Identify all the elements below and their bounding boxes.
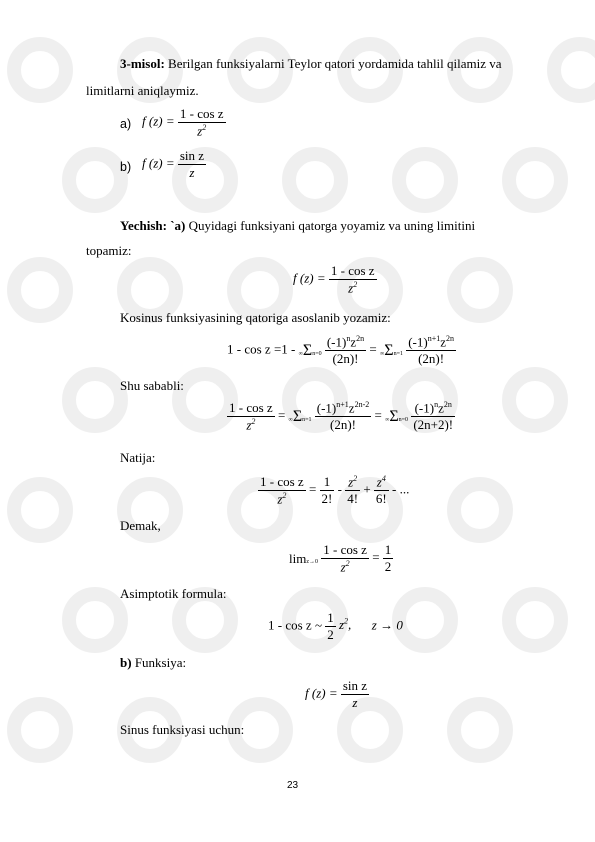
plus-sign: +	[363, 481, 371, 497]
f-of-z: f (z) =	[142, 113, 175, 129]
half-den: 2	[327, 627, 334, 642]
item-b-formula	[142, 148, 206, 181]
f-of-z: f (z) =	[293, 270, 326, 286]
equals-sign: =1 -	[273, 341, 296, 357]
equals-sign: =	[369, 341, 377, 357]
term-1	[320, 474, 335, 507]
denominator: (2n)!	[332, 351, 359, 367]
problem-line-2: limitlarni aniqlaymiz.	[86, 83, 199, 98]
tilde: ~	[314, 617, 322, 633]
numerator: 1 - cos z	[330, 263, 375, 278]
solution-line-2: topamiz:	[86, 243, 132, 258]
fraction	[178, 148, 206, 181]
result-label: Natija:	[120, 450, 156, 465]
term-2-den: 4!	[347, 491, 359, 507]
numerator: $(-1)^{n+1}z^{2n}$	[408, 334, 454, 350]
denominator: $z^2$	[277, 491, 287, 507]
series-tail: - ...	[392, 481, 410, 497]
series-fraction	[411, 400, 455, 433]
fraction	[341, 678, 369, 711]
item-a-label: a)	[120, 117, 132, 131]
term-2-num: $z^2$	[345, 474, 360, 491]
solution-sub-label: `a)	[166, 218, 186, 233]
equals-sign: =	[374, 407, 382, 423]
half-num: 1	[384, 542, 392, 558]
denominator: (2n)!	[330, 417, 356, 433]
half-den: 2	[384, 559, 392, 575]
fraction	[329, 263, 377, 296]
result-series-formula	[258, 474, 409, 507]
item-b-label: b)	[120, 160, 132, 174]
series-fraction	[315, 400, 371, 433]
lim-subscript: z→0	[306, 558, 319, 565]
solution-text: Quyidagi funksiyani qatorga yoyamiz va uning limitini	[185, 218, 476, 233]
fraction	[321, 542, 369, 575]
problem-text: Berilgan funksiyalarni Teylor qatori yordamida tahlil qilamiz va	[164, 56, 502, 71]
term-1-den: 2!	[321, 491, 333, 507]
denominator: (2n+2)!	[413, 417, 454, 433]
numerator: sin z	[342, 678, 368, 693]
problem-label: 3-misol:	[120, 56, 165, 71]
f-of-z: f (z) =	[305, 685, 338, 701]
cos-series-formula	[227, 334, 456, 367]
main-function-formula	[293, 263, 377, 296]
term-2	[345, 474, 360, 507]
arrow-condition: z → 0	[371, 617, 403, 633]
cos-series-intro: Kosinus funksiyasining qatoriga asoslanib yozamiz:	[120, 310, 391, 325]
sum-symbol: ∞Σn=1	[379, 341, 403, 359]
numerator: 1 - cos z	[229, 400, 273, 415]
solution-label: Yechish:	[120, 218, 167, 233]
term-3	[374, 474, 389, 507]
fraction	[258, 474, 306, 507]
term-3-var: z	[376, 474, 382, 490]
half-num: 1	[327, 610, 334, 625]
asymptotic-label: Asimptotik formula:	[120, 586, 227, 601]
page-number: 23	[287, 780, 299, 791]
denominator: z	[189, 165, 195, 180]
asymptotic-formula	[268, 610, 403, 643]
denominator: z	[352, 695, 358, 710]
lhs: 1 - cos z	[268, 617, 312, 633]
therefore-label: Shu sababli:	[120, 378, 184, 393]
denominator: $z^2$	[340, 559, 350, 575]
solution-line-1	[120, 218, 475, 233]
sin-function-formula	[305, 678, 369, 711]
item-a-formula	[142, 106, 226, 139]
half	[383, 542, 394, 575]
lhs: 1 - cos z	[227, 341, 271, 357]
series-fraction	[406, 334, 456, 367]
numerator: 1 - cos z	[323, 542, 367, 557]
numerator: sin z	[179, 148, 205, 163]
term-3-num: $z^4$	[374, 474, 389, 491]
sum-symbol: ∞Σn=1	[288, 407, 312, 425]
f-of-z: f (z) =	[142, 155, 175, 171]
fraction	[227, 400, 275, 433]
fraction	[178, 106, 226, 139]
minus-sign: -	[337, 481, 342, 497]
sum-symbol: ∞Σn=0	[298, 341, 322, 359]
equals-sign: =	[308, 481, 317, 497]
sin-intro: Sinus funksiyasi uchun:	[120, 722, 245, 737]
numerator: $(-1)^{n+1}z^{2n-2}$	[316, 400, 370, 416]
denominator: $z^2$	[197, 123, 207, 139]
lim-text: lim	[289, 550, 307, 566]
part-b-text: Funksiya:	[131, 655, 187, 670]
series-fraction	[325, 334, 366, 367]
limit-formula	[289, 542, 393, 575]
numerator: $(-1)^nz^{2n}$	[411, 400, 455, 417]
part-b-label: b)	[120, 655, 132, 670]
equals-sign: =	[277, 407, 286, 423]
numerator: 1 - cos z	[179, 106, 224, 121]
denominator: (2n)!	[418, 351, 445, 367]
limit-operator	[289, 552, 318, 566]
z-squared: $z^2$,	[338, 617, 352, 633]
denominator-var: z	[197, 123, 203, 139]
part-b-line	[120, 655, 186, 670]
problem-line-1	[120, 56, 502, 71]
term-3-den: 6!	[375, 491, 387, 507]
numerator: $(-1)^nz^{2n}$	[326, 334, 365, 350]
denominator-var: z	[348, 280, 354, 296]
hence-label: Demak,	[120, 518, 161, 533]
numerator: 1 - cos z	[260, 474, 304, 489]
denominator: $z^2$	[348, 280, 358, 296]
equals-sign: =	[372, 549, 380, 565]
term-1-num: 1	[320, 474, 335, 491]
term-2-var: z	[348, 474, 354, 490]
denominator: $z^2$	[246, 417, 256, 433]
divided-series-formula	[227, 400, 455, 433]
sum-symbol: ∞Σn=0	[385, 407, 409, 425]
half	[325, 610, 336, 643]
